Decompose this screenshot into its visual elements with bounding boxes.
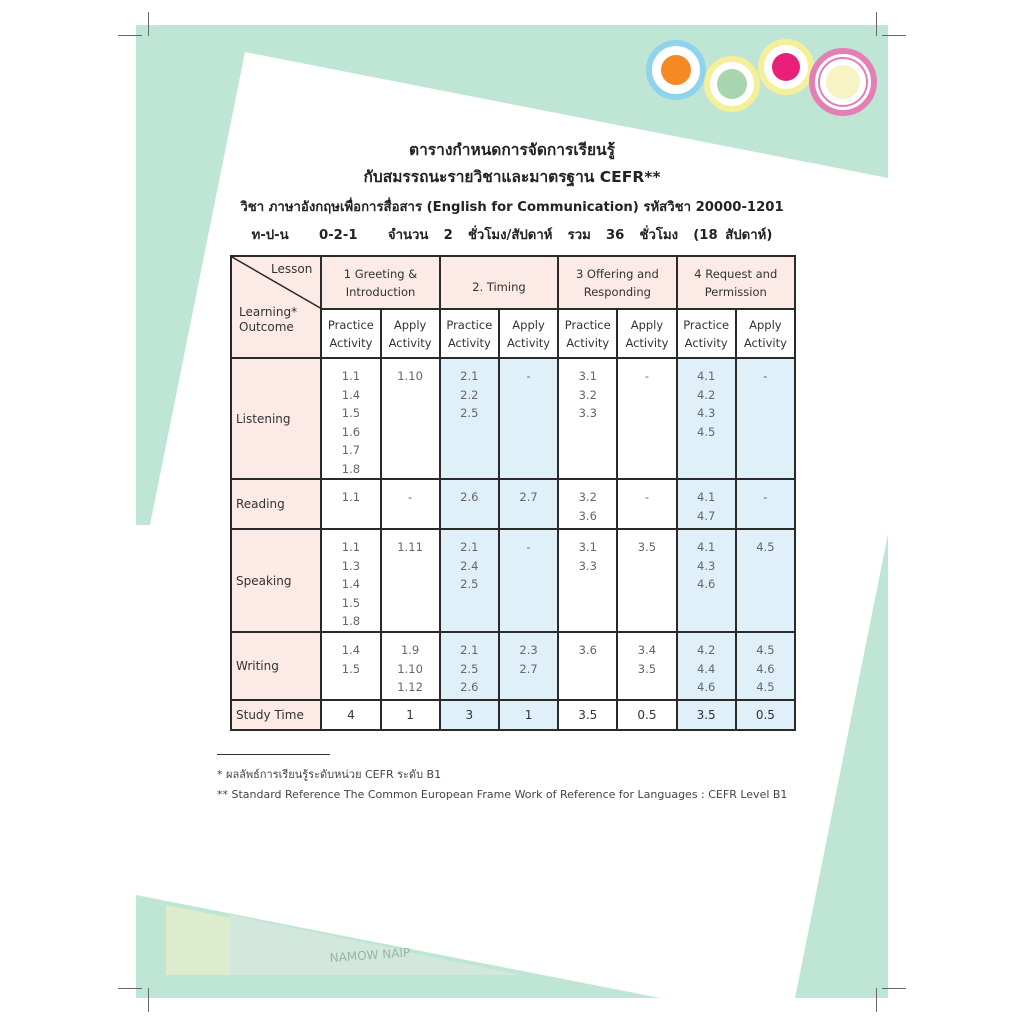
cell-value: 1.8: [341, 614, 361, 628]
table-cell: 4: [321, 700, 380, 730]
cell-value: 3.3: [578, 406, 597, 420]
cell-value: 4.6: [697, 577, 716, 591]
table-cell: [617, 358, 676, 479]
row-label-reading: Reading: [231, 479, 321, 529]
cell-value: 2.7: [519, 490, 538, 504]
cell-value: -: [644, 490, 650, 504]
cell-value: 1.1: [341, 540, 361, 554]
cell-value: 4.3: [697, 558, 716, 573]
lesson-3-header: 3 Offering and Responding: [558, 256, 676, 309]
cell-value: 3.6: [578, 508, 597, 523]
cell-value: 1.5: [341, 595, 361, 610]
table-cell: [677, 529, 736, 632]
cell-value: 1.5: [341, 406, 361, 420]
cell-value: 2.4: [460, 558, 479, 573]
cell-value: 2.6: [460, 490, 479, 504]
cell-value: 4.4: [697, 661, 716, 676]
cell-value: 4.6: [697, 680, 716, 694]
cell-value: 3.6: [578, 643, 597, 657]
row-label-study-time: Study Time: [231, 700, 321, 730]
cell-value: 3.5: [637, 661, 657, 676]
cell-value: 2.7: [519, 661, 538, 676]
table-cell: [321, 632, 380, 700]
cell-value: 1.6: [341, 424, 361, 439]
table-cell: [677, 479, 736, 529]
table-cell: [736, 479, 795, 529]
footnote-divider: [217, 754, 330, 755]
table-cell: [381, 479, 440, 529]
crop-mark: [882, 988, 906, 989]
apply-activity-header: Apply Activity: [499, 309, 558, 358]
table-cell: [617, 632, 676, 700]
cell-value: 2.5: [460, 661, 479, 676]
table-cell: [321, 529, 380, 632]
mint-right-band: [795, 534, 888, 998]
course-hours-line: ท-ป-น 0-2-1 จำนวน 2 ชั่วโมง/สัปดาห์ รวม 36 ชั่วโมง (18 สัปดาห์): [251, 228, 773, 243]
cell-value: 4.2: [697, 387, 716, 402]
table-cell: [499, 529, 558, 632]
corner-outcome-label: Learning* Outcome: [239, 305, 298, 334]
cell-value: 2.1: [460, 643, 479, 657]
cell-value: 2.6: [460, 680, 479, 694]
cell-value: 4.3: [697, 406, 716, 420]
footnote-1: * ผลลัพธ์การเรียนรู้ระดับหน่วย CEFR ระดับ B1: [217, 768, 442, 781]
table-cell: [617, 529, 676, 632]
table-cell: [736, 632, 795, 700]
cell-value: 4.7: [697, 508, 716, 523]
learning-schedule-table: [230, 255, 796, 731]
cell-value: 4.1: [697, 540, 716, 554]
table-cell: 1: [381, 700, 440, 730]
cell-value: 1.9: [400, 643, 420, 657]
cell-value: -: [763, 369, 768, 383]
cell-value: 1.12: [397, 680, 423, 694]
cell-value: 4.5: [697, 424, 716, 439]
cell-value: 4.6: [756, 661, 775, 676]
cell-value: 1.4: [341, 387, 361, 402]
cell-value: 1.3: [341, 558, 361, 573]
cell-value: 3.2: [578, 490, 597, 504]
row-label-speaking: Speaking: [231, 529, 321, 632]
cell-value: 4.5: [756, 540, 775, 554]
table-cell: [558, 632, 617, 700]
table-cell: [617, 479, 676, 529]
crop-mark: [118, 35, 142, 36]
lesson-2-header: 2. Timing: [440, 256, 558, 309]
svg-text:NAMOW NAIP: NAMOW NAIP: [329, 945, 411, 965]
practice-activity-header: Practice Activity: [440, 309, 499, 358]
course-info-line: วิชา ภาษาอังกฤษเพื่อการสื่อสาร (English for Communication) รหัสวิชา 20000-1201: [240, 200, 784, 215]
table-row-speaking: [231, 529, 795, 632]
cell-value: 3.3: [578, 558, 597, 573]
corner-header-cell: [231, 256, 321, 358]
cell-value: 4.1: [697, 369, 716, 383]
table-cell: 1: [499, 700, 558, 730]
cell-value: 1.11: [397, 540, 423, 554]
table-cell: [321, 479, 380, 529]
cell-value: -: [763, 490, 768, 504]
lesson-1-header: 1 Greeting & Introduction: [321, 256, 439, 309]
cell-value: 4.5: [756, 680, 775, 694]
table-cell: 3: [440, 700, 499, 730]
cell-value: -: [408, 490, 413, 504]
crop-mark: [882, 35, 906, 36]
cell-value: 1.10: [397, 661, 423, 676]
cell-value: 1.8: [341, 461, 361, 476]
table-cell: [499, 358, 558, 479]
table-cell: [736, 358, 795, 479]
cell-value: 3.4: [637, 643, 657, 657]
table-cell: [381, 358, 440, 479]
table-row-reading: [231, 479, 795, 529]
table-row-writing: [231, 632, 795, 700]
cell-value: 3.1: [578, 540, 597, 554]
cell-value: 3.2: [578, 387, 597, 402]
title-line-2: กับสมรรถนะรายวิชาและมาตรฐาน CEFR**: [363, 168, 661, 186]
title-line-1: ตารางกำหนดการจัดการเรียนรู้: [409, 141, 615, 159]
table-cell: 3.5: [677, 700, 736, 730]
table-cell: 0.5: [617, 700, 676, 730]
cell-value: 1.1: [341, 369, 361, 383]
cell-value: 4.5: [756, 643, 775, 657]
table-row-study-time: [231, 700, 795, 730]
table-row-listening: [231, 358, 795, 479]
table-cell: [499, 479, 558, 529]
cell-value: -: [526, 369, 531, 383]
cell-value: 2.1: [460, 369, 479, 383]
crop-mark: [148, 12, 149, 36]
cell-value: 1.10: [397, 369, 423, 383]
table-cell: [381, 632, 440, 700]
crop-mark: [148, 988, 149, 1012]
table-cell: [440, 358, 499, 479]
table-cell: [736, 529, 795, 632]
table-cell: 0.5: [736, 700, 795, 730]
practice-activity-header: Practice Activity: [558, 309, 617, 358]
cell-value: 2.3: [519, 643, 538, 657]
table-cell: [499, 632, 558, 700]
apply-activity-header: Apply Activity: [381, 309, 440, 358]
table-cell: [677, 632, 736, 700]
cell-value: 2.1: [460, 540, 479, 554]
cell-value: 1.4: [341, 577, 361, 591]
apply-activity-header: Apply Activity: [736, 309, 795, 358]
cell-value: 2.5: [460, 406, 479, 420]
table-cell: [558, 479, 617, 529]
crop-mark: [876, 12, 877, 36]
cell-value: 1.4: [341, 643, 361, 657]
cell-value: 4.2: [697, 643, 716, 657]
crop-mark: [118, 988, 142, 989]
practice-activity-header: Practice Activity: [321, 309, 380, 358]
cell-value: 1.5: [341, 661, 361, 676]
practice-activity-header: Practice Activity: [677, 309, 736, 358]
table-cell: [321, 358, 380, 479]
lesson-4-header: 4 Request and Permission: [677, 256, 795, 309]
footnote-2: ** Standard Reference The Common European Frame Work of Reference for Languages : CEFR Level B1: [217, 788, 788, 801]
table-cell: [558, 358, 617, 479]
cell-value: -: [644, 369, 650, 383]
cell-value: 3.5: [637, 540, 657, 554]
table-cell: [440, 479, 499, 529]
crop-mark: [876, 988, 877, 1012]
cell-value: -: [526, 540, 531, 554]
cell-value: 4.1: [697, 490, 716, 504]
table-cell: 3.5: [558, 700, 617, 730]
table-cell: [381, 529, 440, 632]
corner-lesson-label: Lesson: [270, 262, 313, 276]
table-cell: [677, 358, 736, 479]
cell-value: 2.5: [460, 577, 479, 591]
row-label-listening: Listening: [231, 358, 321, 479]
cell-value: 3.1: [578, 369, 597, 383]
cell-value: 1.7: [341, 443, 361, 457]
table-cell: [440, 632, 499, 700]
apply-activity-header: Apply Activity: [617, 309, 676, 358]
table-cell: [440, 529, 499, 632]
cell-value: 2.2: [460, 387, 479, 402]
cell-value: 1.1: [341, 490, 361, 504]
table-cell: [558, 529, 617, 632]
row-label-writing: Writing: [231, 632, 321, 700]
